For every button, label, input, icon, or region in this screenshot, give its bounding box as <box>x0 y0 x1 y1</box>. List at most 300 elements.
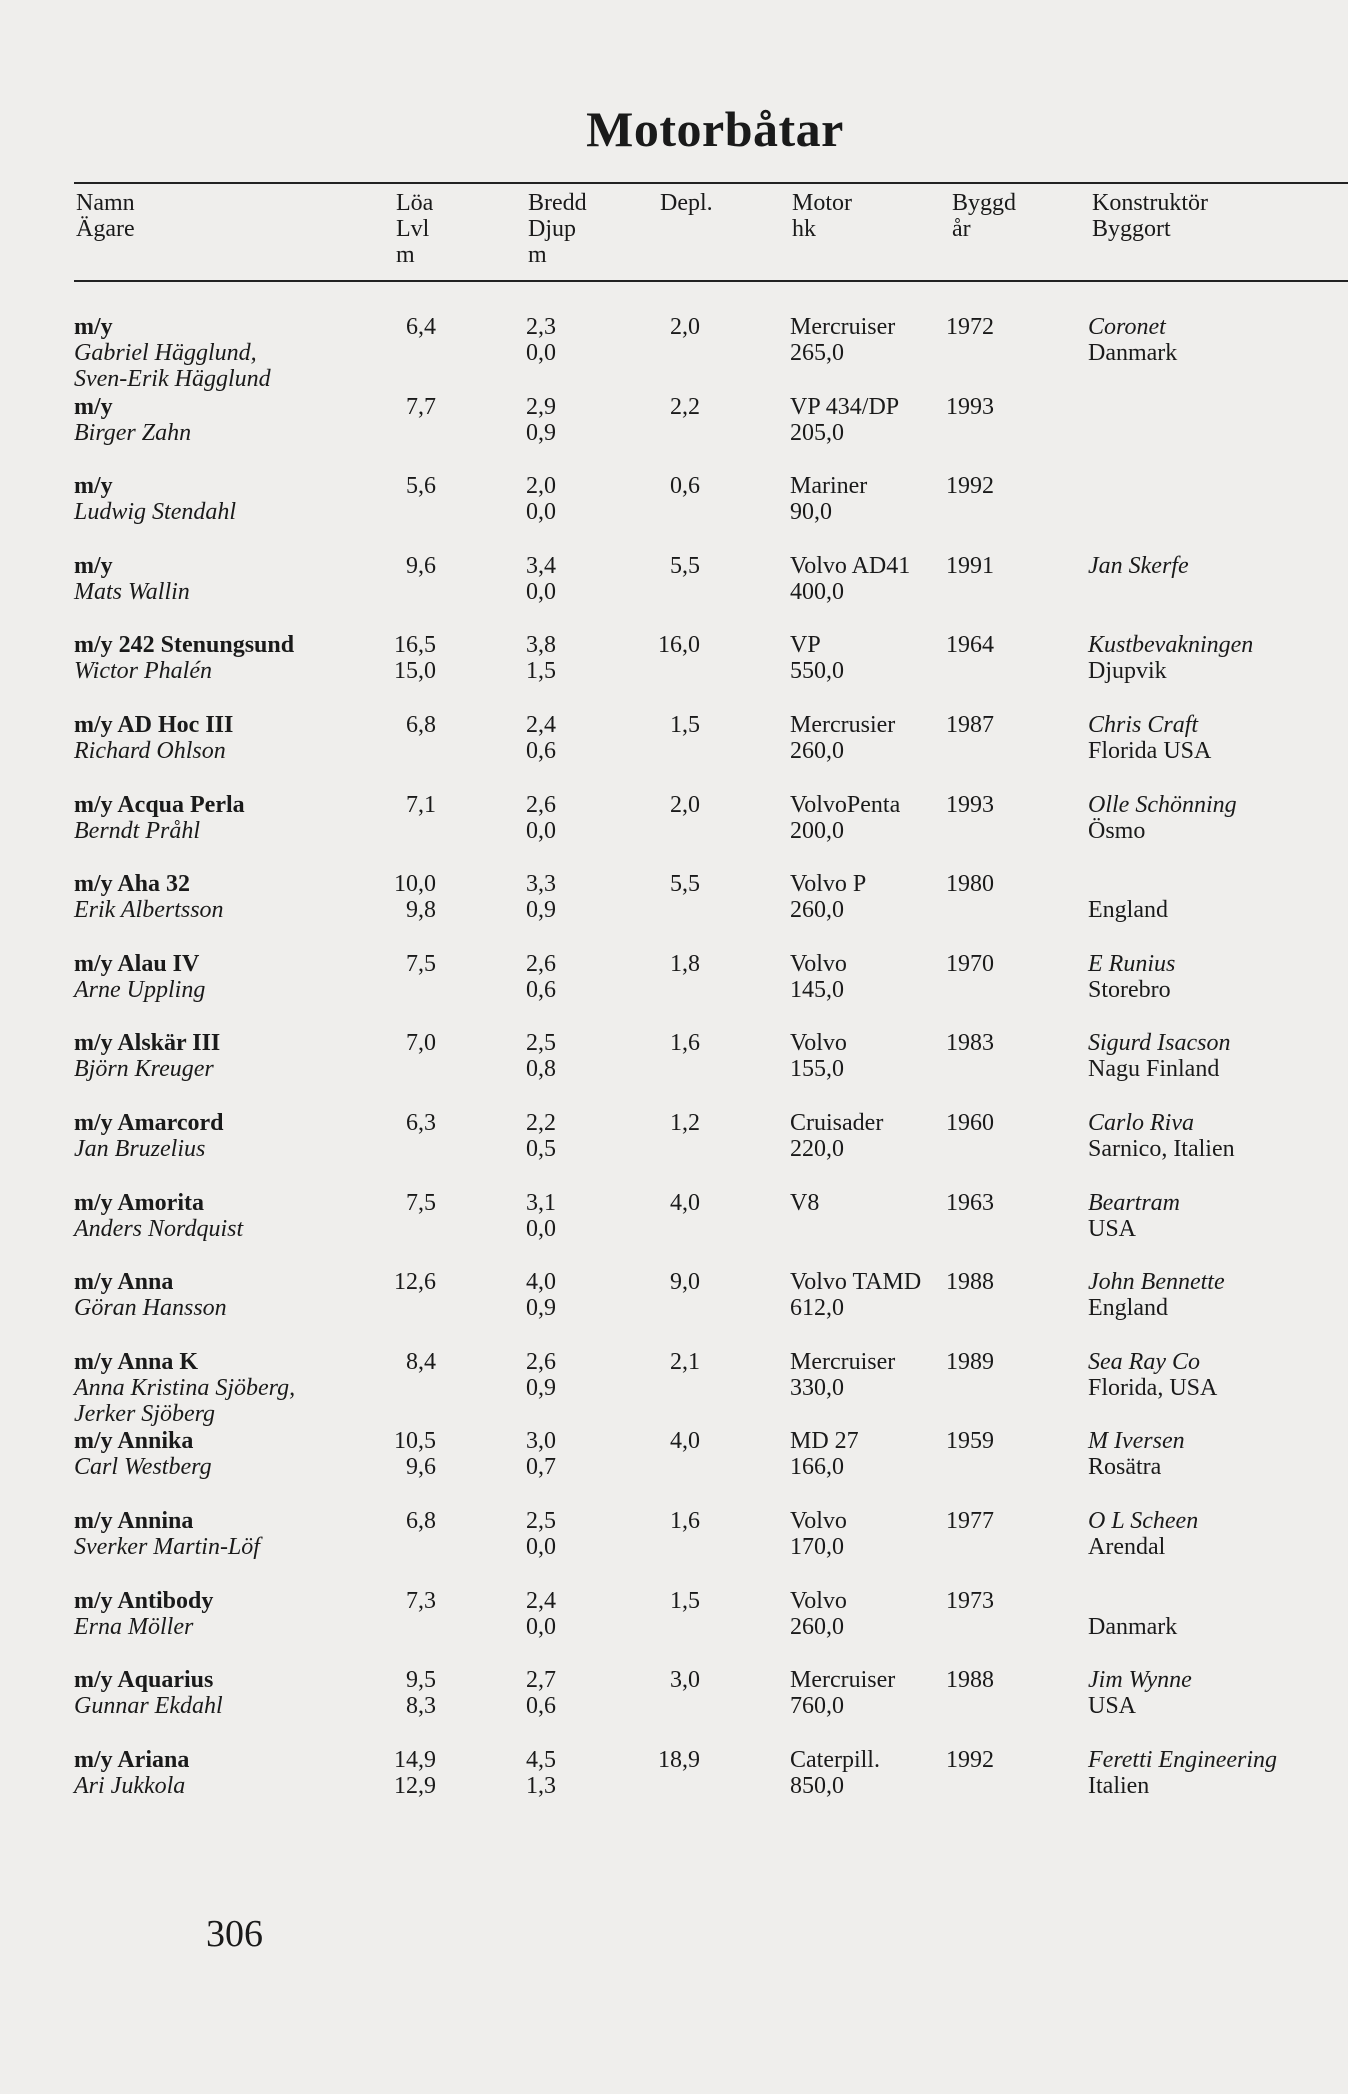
loa-lvl-cell-line: 7,1 <box>406 791 436 818</box>
list-item <box>0 1667 1348 1745</box>
boat-name-owner-line: Erik Albertsson <box>74 897 224 924</box>
bredd-djup-cell-line: 3,8 <box>526 632 556 659</box>
konstruktor-byggort-cell-line: England <box>1088 897 1168 924</box>
bredd-djup-cell-line: 0,0 <box>526 1534 556 1560</box>
motor-hk-cell-line: 612,0 <box>790 1295 844 1322</box>
boat-name-owner-line: m/y Ariana <box>74 1746 190 1773</box>
loa-lvl-cell-line: 12,6 <box>394 1269 436 1296</box>
boat-name-owner-line: Arne Uppling <box>74 976 206 1003</box>
konstruktor-byggort-cell-line: Chris Craft <box>1088 712 1199 738</box>
motor-hk-cell-line: 260,0 <box>790 1613 844 1640</box>
bredd-djup-cell-line: 0,9 <box>526 1295 556 1322</box>
loa-lvl-cell-line: 9,8 <box>406 897 436 924</box>
bredd-djup-cell-line: 2,6 <box>526 950 556 977</box>
bredd-djup-cell-line: 2,4 <box>526 712 556 738</box>
bredd-djup-cell-line: 3,0 <box>526 1428 556 1455</box>
depl-cell-line: 5,5 <box>670 871 700 898</box>
boat-name-owner-line: m/y Alau IV <box>74 950 200 977</box>
bredd-djup-cell <box>526 1588 556 1640</box>
konstruktor-byggort-cell-line: Rosätra <box>1088 1454 1162 1481</box>
loa-lvl-cell-line <box>360 340 436 366</box>
boat-name-owner-line: Anna Kristina Sjöberg, <box>74 1374 296 1401</box>
boat-name-owner-line: Berndt Pråhl <box>74 817 200 844</box>
byggd-cell <box>946 473 994 499</box>
loa-lvl-cell-line: 5,6 <box>406 473 436 500</box>
konstruktor-byggort-cell-line: Jan Skerfe <box>1088 552 1189 579</box>
motor-hk-cell <box>790 1508 847 1560</box>
boat-name-owner-line: m/y Anna <box>74 1269 174 1296</box>
list-item <box>0 394 1348 472</box>
motor-hk-cell-line: Volvo P <box>790 871 867 898</box>
boat-name-owner-line: Ludwig Stendahl <box>74 499 237 526</box>
loa-lvl-cell <box>360 1747 436 1799</box>
boat-name-owner-line: m/y Annina <box>74 1508 194 1534</box>
konstruktor-byggort-cell-line <box>1088 1588 1177 1614</box>
konstruktor-byggort-cell <box>1088 712 1211 764</box>
depl-cell-line: 2,0 <box>670 314 700 340</box>
motor-hk-cell-line: 205,0 <box>790 419 844 446</box>
motor-hk-cell <box>790 871 866 923</box>
loa-lvl-cell <box>360 553 436 605</box>
bredd-djup-cell <box>526 1269 556 1321</box>
motor-hk-cell <box>790 1588 847 1640</box>
motor-hk-cell-line: Mercrusier <box>790 712 896 738</box>
motor-hk-cell-line: Volvo TAMD <box>790 1269 922 1296</box>
depl-cell-line: 3,0 <box>670 1667 700 1694</box>
konstruktor-byggort-cell-line: Coronet <box>1088 314 1166 340</box>
loa-lvl-cell <box>360 951 436 1003</box>
list-item <box>0 1588 1348 1666</box>
motor-hk-cell-line: Volvo <box>790 1508 847 1534</box>
bredd-djup-cell-line: 2,0 <box>526 473 556 500</box>
boat-name-owner-line: m/y <box>74 314 113 340</box>
byggd-cell-line: 1970 <box>946 950 994 977</box>
motor-hk-cell-line: VP 434/DP <box>790 393 900 420</box>
list-item <box>0 792 1348 870</box>
list-item <box>0 553 1348 631</box>
depl-cell-line: 9,0 <box>670 1269 700 1296</box>
loa-lvl-cell <box>360 632 436 684</box>
list-item <box>0 473 1348 551</box>
depl-cell-line: 4,0 <box>670 1189 700 1216</box>
konstruktor-byggort-cell-line: Ösmo <box>1088 817 1146 844</box>
byggd-cell-line: 1963 <box>946 1189 994 1216</box>
motor-hk-cell-line: 400,0 <box>790 578 844 605</box>
bredd-djup-cell-line: 0,0 <box>526 1613 556 1640</box>
konstruktor-byggort-cell-line: Kustbevakningen <box>1088 632 1254 659</box>
depl-cell-line: 2,0 <box>670 791 700 818</box>
konstruktor-byggort-cell-line: Carlo Riva <box>1088 1110 1194 1136</box>
bredd-djup-cell-line: 0,0 <box>526 499 556 526</box>
boat-name-owner-line: m/y Annika <box>74 1428 194 1455</box>
konstruktor-byggort-cell-line: USA <box>1088 1693 1137 1720</box>
boat-name-owner-line: Gabriel Hägglund, <box>74 340 257 366</box>
byggd-cell <box>946 1269 994 1295</box>
byggd-cell-line: 1989 <box>946 1348 994 1375</box>
list-item <box>0 871 1348 949</box>
motor-hk-cell-line: VolvoPenta <box>790 791 901 818</box>
loa-lvl-cell <box>360 473 436 525</box>
motor-hk-cell <box>790 1030 847 1082</box>
depl-cell <box>618 1269 700 1295</box>
bredd-djup-cell-line: 0,6 <box>526 1693 556 1720</box>
konstruktor-byggort-cell <box>1088 1269 1225 1321</box>
motor-hk-cell <box>790 712 895 764</box>
bredd-djup-cell <box>526 1428 556 1480</box>
depl-cell-line: 2,1 <box>670 1348 700 1375</box>
konstruktor-byggort-cell <box>1088 792 1237 844</box>
boat-name-owner <box>74 1269 227 1321</box>
motor-hk-cell-line <box>790 1216 819 1242</box>
boat-name-owner-line: m/y Amarcord <box>74 1110 224 1136</box>
motor-hk-cell-line: 90,0 <box>790 499 832 526</box>
boat-name-owner <box>74 712 233 764</box>
depl-cell <box>618 871 700 897</box>
loa-lvl-cell-line <box>360 499 436 525</box>
boat-name-owner-line: Björn Kreuger <box>74 1056 214 1083</box>
byggd-cell-line: 1988 <box>946 1667 994 1694</box>
byggd-cell-line: 1988 <box>946 1269 994 1296</box>
depl-cell <box>618 951 700 977</box>
motor-hk-cell <box>790 951 847 1003</box>
loa-lvl-cell-line <box>360 1056 436 1082</box>
byggd-cell-line: 1992 <box>946 1746 994 1773</box>
konstruktor-byggort-cell-line: Jim Wynne <box>1088 1667 1192 1694</box>
depl-cell <box>618 1030 700 1056</box>
konstruktor-byggort-cell <box>1088 1428 1185 1480</box>
list-item <box>0 951 1348 1029</box>
byggd-cell <box>946 1428 994 1454</box>
konstruktor-byggort-cell <box>1088 1667 1192 1719</box>
bredd-djup-cell <box>526 1667 556 1719</box>
byggd-cell-line: 1993 <box>946 791 994 818</box>
motor-hk-cell-line: 170,0 <box>790 1534 844 1560</box>
byggd-cell-line: 1993 <box>946 393 994 420</box>
konstruktor-byggort-cell-line: E Runius <box>1088 950 1176 977</box>
loa-lvl-cell <box>360 1428 436 1480</box>
depl-cell-line: 18,9 <box>658 1746 700 1773</box>
loa-lvl-cell-line <box>360 1534 436 1560</box>
loa-lvl-cell-line: 15,0 <box>394 658 436 685</box>
bredd-djup-cell-line: 0,0 <box>526 817 556 844</box>
boat-name-owner-line: m/y <box>74 552 113 579</box>
motor-hk-cell-line: Mercruiser <box>790 314 896 340</box>
loa-lvl-cell-line: 9,5 <box>406 1667 436 1694</box>
boat-name-owner-line: Sven-Erik Hägglund <box>74 366 271 392</box>
list-item <box>0 314 1348 392</box>
list-item <box>0 1428 1348 1506</box>
boat-name-owner <box>74 1349 295 1427</box>
byggd-cell <box>946 1588 994 1614</box>
depl-cell <box>618 314 700 340</box>
boat-name-owner-line: Erna Möller <box>74 1613 194 1640</box>
motor-hk-cell-line: 330,0 <box>790 1374 844 1401</box>
boat-name-owner <box>74 1747 189 1799</box>
bredd-djup-cell-line: 0,0 <box>526 578 556 605</box>
bredd-djup-cell-line: 0,8 <box>526 1056 556 1083</box>
byggd-cell-line: 1973 <box>946 1587 994 1614</box>
motor-hk-cell-line: 220,0 <box>790 1136 844 1162</box>
byggd-cell <box>946 394 994 420</box>
bredd-djup-cell-line: 2,5 <box>526 1030 556 1057</box>
konstruktor-byggort-cell <box>1088 1508 1198 1560</box>
loa-lvl-cell-line: 6,3 <box>406 1110 436 1136</box>
loa-lvl-cell <box>360 1588 436 1640</box>
konstruktor-byggort-cell-line: John Bennette <box>1088 1269 1225 1296</box>
boat-name-owner-line: Gunnar Ekdahl <box>74 1693 223 1720</box>
loa-lvl-cell <box>360 314 436 366</box>
byggd-cell <box>946 1030 994 1056</box>
loa-lvl-cell-line: 6,8 <box>406 1508 436 1534</box>
header-motor: Motor hk <box>792 190 852 242</box>
depl-cell <box>618 553 700 579</box>
page-number: 306 <box>206 1913 263 1955</box>
konstruktor-byggort-cell-line: Danmark <box>1088 340 1178 366</box>
bredd-djup-cell <box>526 553 556 605</box>
boat-name-owner-line: Wictor Phalén <box>74 658 212 685</box>
loa-lvl-cell <box>360 871 436 923</box>
konstruktor-byggort-cell-line: Sea Ray Co <box>1088 1348 1200 1375</box>
loa-lvl-cell <box>360 1190 436 1242</box>
bredd-djup-cell-line: 2,5 <box>526 1508 556 1534</box>
boat-name-owner-line: m/y AD Hoc III <box>74 712 234 738</box>
depl-cell <box>618 1667 700 1693</box>
loa-lvl-cell <box>360 1508 436 1560</box>
byggd-cell <box>946 1508 994 1534</box>
boat-name-owner <box>74 951 205 1003</box>
boat-name-owner <box>74 1508 260 1560</box>
byggd-cell-line: 1960 <box>946 1110 994 1136</box>
loa-lvl-cell <box>360 1667 436 1719</box>
boat-name-owner-line: m/y 242 Stenungsund <box>74 632 295 659</box>
motor-hk-cell-line: V8 <box>790 1189 820 1216</box>
bredd-djup-cell-line: 1,3 <box>526 1772 556 1799</box>
byggd-cell-line: 1959 <box>946 1428 994 1455</box>
depl-cell <box>618 1747 700 1773</box>
loa-lvl-cell-line <box>360 1614 436 1640</box>
boat-name-owner-line: m/y Alskär III <box>74 1030 221 1057</box>
loa-lvl-cell-line: 14,9 <box>394 1746 436 1773</box>
depl-cell <box>618 473 700 499</box>
boat-name-owner-line: Sverker Martin-Löf <box>74 1534 260 1560</box>
konstruktor-byggort-cell <box>1088 314 1177 366</box>
bredd-djup-cell <box>526 871 556 923</box>
boat-name-owner <box>74 632 294 684</box>
bredd-djup-cell <box>526 314 556 366</box>
bredd-djup-cell-line: 0,9 <box>526 897 556 924</box>
motor-hk-cell-line: Volvo <box>790 1030 847 1057</box>
depl-cell-line: 1,8 <box>670 950 700 977</box>
motor-hk-cell <box>790 1190 819 1242</box>
loa-lvl-cell-line <box>360 738 436 764</box>
boat-name-owner <box>74 1110 224 1162</box>
depl-cell-line: 1,5 <box>670 1587 700 1614</box>
header-konstruktor: Konstruktör Byggort <box>1092 190 1208 242</box>
byggd-cell <box>946 1667 994 1693</box>
loa-lvl-cell-line: 7,7 <box>406 393 436 420</box>
boat-name-owner <box>74 1030 220 1082</box>
motor-hk-cell-line: 265,0 <box>790 340 844 366</box>
konstruktor-byggort-cell-line <box>1088 579 1189 605</box>
loa-lvl-cell-line: 7,0 <box>406 1030 436 1057</box>
motor-hk-cell-line: VP <box>790 632 821 659</box>
konstruktor-byggort-cell <box>1088 1747 1277 1799</box>
konstruktor-byggort-cell-line: M Iversen <box>1088 1428 1185 1455</box>
bredd-djup-cell <box>526 792 556 844</box>
motor-hk-cell-line: Volvo AD41 <box>790 552 911 579</box>
motor-hk-cell-line: 760,0 <box>790 1693 844 1720</box>
motor-hk-cell <box>790 1110 883 1162</box>
list-item <box>0 1747 1348 1825</box>
depl-cell <box>618 1428 700 1454</box>
motor-hk-cell-line: 166,0 <box>790 1454 844 1481</box>
motor-hk-cell <box>790 314 895 366</box>
boat-name-owner-line: m/y Aha 32 <box>74 871 191 898</box>
motor-hk-cell <box>790 553 910 605</box>
boat-name-owner-line: m/y <box>74 393 113 420</box>
list-item <box>0 1110 1348 1188</box>
konstruktor-byggort-cell-line: Sigurd Isacson <box>1088 1030 1231 1057</box>
konstruktor-byggort-cell <box>1088 1110 1235 1162</box>
depl-cell <box>618 1110 700 1136</box>
loa-lvl-cell <box>360 1030 436 1082</box>
loa-lvl-cell-line: 7,5 <box>406 1189 436 1216</box>
boat-name-owner-line: Jerker Sjöberg <box>74 1400 216 1427</box>
boat-name-owner <box>74 1428 212 1480</box>
depl-cell-line: 1,2 <box>670 1110 700 1136</box>
loa-lvl-cell-line: 10,0 <box>394 871 436 898</box>
boat-name-owner <box>74 1190 243 1242</box>
byggd-cell <box>946 1747 994 1773</box>
boat-name-owner <box>74 553 190 605</box>
konstruktor-byggort-cell-line: Italien <box>1088 1772 1150 1799</box>
list-item <box>0 632 1348 710</box>
header-rule-bottom <box>74 280 1348 282</box>
boat-name-owner <box>74 871 224 923</box>
bredd-djup-cell-line: 2,6 <box>526 1348 556 1375</box>
konstruktor-byggort-cell-line <box>1088 871 1168 897</box>
motor-hk-cell-line: Mercruiser <box>790 1667 896 1694</box>
konstruktor-byggort-cell-line: Danmark <box>1088 1613 1178 1640</box>
depl-cell <box>618 1349 700 1375</box>
konstruktor-byggort-cell <box>1088 1190 1180 1242</box>
byggd-cell-line: 1972 <box>946 314 994 340</box>
loa-lvl-cell-line: 9,6 <box>406 1454 436 1481</box>
motor-hk-cell-line: Caterpill. <box>790 1746 880 1773</box>
bredd-djup-cell-line: 2,9 <box>526 393 556 420</box>
konstruktor-byggort-cell-line: Beartram <box>1088 1189 1180 1216</box>
konstruktor-byggort-cell-line: Florida USA <box>1088 738 1212 764</box>
motor-hk-cell-line: 200,0 <box>790 817 844 844</box>
depl-cell-line: 1,6 <box>670 1508 700 1534</box>
motor-hk-cell <box>790 1349 895 1401</box>
bredd-djup-cell <box>526 951 556 1003</box>
depl-cell-line: 0,6 <box>670 473 700 500</box>
loa-lvl-cell-line: 6,8 <box>406 712 436 738</box>
bredd-djup-cell-line: 1,5 <box>526 658 556 685</box>
byggd-cell <box>946 1349 994 1375</box>
list-item <box>0 1190 1348 1268</box>
motor-hk-cell-line: Cruisader <box>790 1110 884 1136</box>
depl-cell-line: 2,2 <box>670 393 700 420</box>
konstruktor-byggort-cell-line: Olle Schönning <box>1088 791 1237 818</box>
bredd-djup-cell <box>526 394 556 446</box>
bredd-djup-cell <box>526 1349 556 1401</box>
loa-lvl-cell-line: 7,3 <box>406 1587 436 1614</box>
boat-name-owner-line: Anders Nordquist <box>74 1215 244 1242</box>
byggd-cell <box>946 871 994 897</box>
byggd-cell-line: 1964 <box>946 632 994 659</box>
byggd-cell <box>946 712 994 738</box>
loa-lvl-cell-line <box>360 1295 436 1321</box>
bredd-djup-cell <box>526 632 556 684</box>
depl-cell-line: 1,6 <box>670 1030 700 1057</box>
bredd-djup-cell-line: 0,0 <box>526 1215 556 1242</box>
byggd-cell-line: 1987 <box>946 712 994 738</box>
bredd-djup-cell-line: 3,4 <box>526 552 556 579</box>
bredd-djup-cell-line: 2,2 <box>526 1110 556 1136</box>
boat-name-owner-line: Jan Bruzelius <box>74 1136 206 1162</box>
bredd-djup-cell <box>526 1747 556 1799</box>
bredd-djup-cell-line: 0,7 <box>526 1454 556 1481</box>
loa-lvl-cell-line: 10,5 <box>394 1428 436 1455</box>
boat-name-owner-line: m/y <box>74 473 113 500</box>
depl-cell <box>618 792 700 818</box>
boat-name-owner-line: m/y Amorita <box>74 1189 204 1216</box>
motor-hk-cell-line: 155,0 <box>790 1056 844 1083</box>
list-item <box>0 712 1348 790</box>
depl-cell <box>618 1588 700 1614</box>
konstruktor-byggort-cell-line: Nagu Finland <box>1088 1056 1220 1083</box>
list-item <box>0 1030 1348 1108</box>
list-item <box>0 1349 1348 1427</box>
list-item <box>0 1508 1348 1586</box>
loa-lvl-cell-line: 16,5 <box>394 632 436 659</box>
byggd-cell <box>946 951 994 977</box>
bredd-djup-cell <box>526 473 556 525</box>
depl-cell <box>618 1190 700 1216</box>
loa-lvl-cell <box>360 792 436 844</box>
loa-lvl-cell-line: 12,9 <box>394 1772 436 1799</box>
byggd-cell <box>946 553 994 579</box>
boat-name-owner <box>74 473 236 525</box>
bredd-djup-cell-line: 0,6 <box>526 738 556 764</box>
loa-lvl-cell-line <box>360 420 436 446</box>
byggd-cell-line: 1991 <box>946 552 994 579</box>
depl-cell-line: 5,5 <box>670 552 700 579</box>
konstruktor-byggort-cell-line: England <box>1088 1295 1168 1322</box>
bredd-djup-cell-line: 0,0 <box>526 340 556 366</box>
loa-lvl-cell-line <box>360 818 436 844</box>
motor-hk-cell-line: MD 27 <box>790 1428 859 1455</box>
loa-lvl-cell-line <box>360 1216 436 1242</box>
loa-lvl-cell-line: 8,4 <box>406 1348 436 1375</box>
boat-name-owner-line: Birger Zahn <box>74 419 192 446</box>
konstruktor-byggort-cell-line: Sarnico, Italien <box>1088 1136 1235 1162</box>
byggd-cell-line: 1983 <box>946 1030 994 1057</box>
loa-lvl-cell <box>360 712 436 764</box>
bredd-djup-cell-line: 2,3 <box>526 314 556 340</box>
byggd-cell <box>946 632 994 658</box>
loa-lvl-cell-line <box>360 1375 436 1401</box>
boat-name-owner <box>74 394 191 446</box>
motor-hk-cell-line: Mariner <box>790 473 868 500</box>
header-bredd: Bredd Djup m <box>528 190 587 268</box>
boat-name-owner-line: Mats Wallin <box>74 578 190 605</box>
header-name: Namn Ägare <box>76 190 135 242</box>
boat-name-owner <box>74 1588 213 1640</box>
konstruktor-byggort-cell <box>1088 1588 1177 1640</box>
